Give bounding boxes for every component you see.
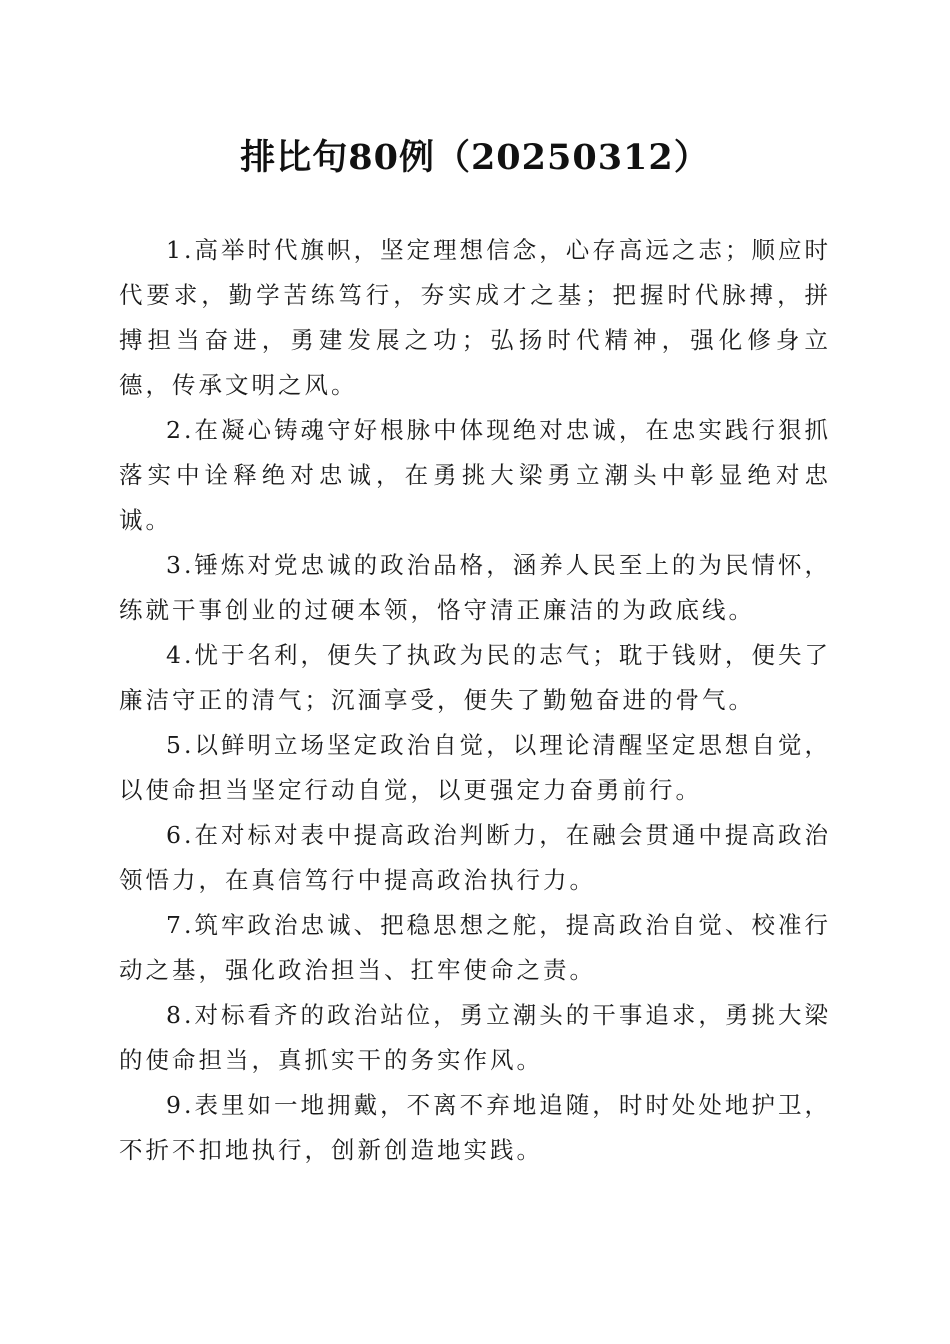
paragraph-3: 3.锤炼对党忠诚的政治品格，涵养人民至上的为民情怀，练就干事创业的过硬本领，恪守清正廉洁的为政底线。 [119,551,831,624]
paragraph-9: 9.表里如一地拥戴，不离不弃地追随，时时处处地护卫，不折不扣地执行，创新创造地实践。 [119,1091,831,1164]
paragraph-4: 4.忧于名利，便失了执政为民的志气；耽于钱财，便失了廉洁守正的清气；沉湎享受，便失了勤勉奋进的骨气。 [119,641,831,714]
paragraph-8: 8.对标看齐的政治站位，勇立潮头的干事追求，勇挑大梁的使命担当，真抓实干的务实作风。 [119,1001,831,1074]
paragraph-2: 2.在凝心铸魂守好根脉中体现绝对忠诚，在忠实践行狠抓落实中诠释绝对忠诚，在勇挑大梁勇立潮头中彰显绝对忠诚。 [119,416,831,534]
paragraph-5: 5.以鲜明立场坚定政治自觉，以理论清醒坚定思想自觉，以使命担当坚定行动自觉，以更强定力奋勇前行。 [119,731,831,804]
paragraph-1: 1.高举时代旗帜，坚定理想信念，心存高远之志；顺应时代要求，勤学苦练笃行，夯实成才之基；把握时代脉搏，拼搏担当奋进，勇建发展之功；弘扬时代精神，强化修身立德，传承文明之风。 [119,236,831,399]
paragraph-7: 7.筑牢政治忠诚、把稳思想之舵，提高政治自觉、校准行动之基，强化政治担当、扛牢使命之责。 [119,911,831,984]
document-body [119,228,831,1173]
document-title: 排比句80例（20250312） [240,137,710,178]
paragraph-6: 6.在对标对表中提高政治判断力，在融会贯通中提高政治领悟力，在真信笃行中提高政治执行力。 [119,821,831,894]
